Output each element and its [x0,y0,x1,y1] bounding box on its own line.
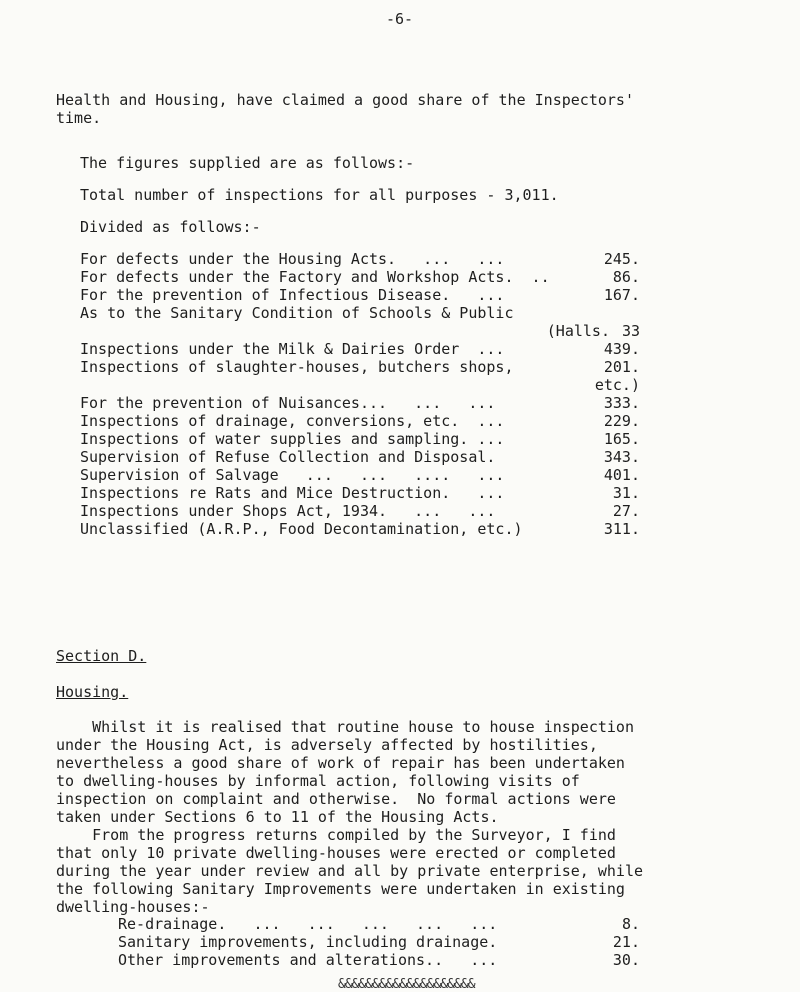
stat-row [80,286,640,304]
intro-line-2: time. [56,109,102,127]
improvement-value: 21. [612,933,640,951]
stat-row [80,394,640,412]
stat-value: 401. [603,466,640,484]
stat-value: 333. [603,394,640,412]
stat-row [80,322,640,340]
stat-value: 439. [603,340,640,358]
stat-value: 33 [621,322,640,340]
stat-row [80,484,640,502]
paragraph-line: that only 10 private dwelling-houses were erected or completed [56,844,616,862]
housing-paragraph-2 [56,826,756,916]
end-ornament-rule: &&&&&&&&&&&&&&&&&&&& [338,977,475,992]
paragraph-line: Whilst it is realised that routine house to house inspection [56,718,634,736]
divided-as-follows-line: Divided as follows:- [80,218,261,236]
paragraph-line: nevertheless a good share of work of repair has been undertaken [56,754,625,772]
total-inspections-line: Total number of inspections for all purposes - 3,011. [80,186,559,204]
stat-label: For defects under the Factory and Workshop Acts. .. [80,268,550,286]
stat-value: 343. [603,448,640,466]
stat-label: For the prevention of Nuisances... ... ... [80,394,496,412]
stat-label: Inspections re Rats and Mice Destruction. ... [80,484,505,502]
improvement-row [118,915,640,933]
stat-value: 31. [612,484,640,502]
stat-label: Inspections of water supplies and sampling. ... [80,430,505,448]
stat-row [80,340,640,358]
improvement-label: Re-drainage. ... ... ... ... ... [118,915,498,933]
stat-label: Inspections of drainage, conversions, etc. ... [80,412,505,430]
improvement-label: Other improvements and alterations.. ... [118,951,498,969]
improvement-label: Sanitary improvements, including drainage. [118,933,498,951]
section-heading: Section D. [56,647,147,665]
stat-row [80,502,640,520]
stat-label: Supervision of Refuse Collection and Disposal. [80,448,496,466]
stat-row [80,430,640,448]
stat-label: etc.) [594,376,640,394]
stat-label: (Halls. [546,322,610,340]
housing-paragraph-1 [56,718,756,826]
improvement-value: 8. [621,915,640,933]
stat-value: 165. [603,430,640,448]
page-number: -6- [386,10,414,28]
stat-label: Inspections under Shops Act, 1934. ... ... [80,502,496,520]
stat-label: For the prevention of Infectious Disease. ... [80,286,505,304]
stat-label: Supervision of Salvage ... ... .... ... [80,466,505,484]
housing-heading: Housing. [56,683,129,701]
stat-value: 311. [603,520,640,538]
stat-value: 229. [603,412,640,430]
paragraph-line: during the year under review and all by private enterprise, while [56,862,643,880]
stat-value: 86. [612,268,640,286]
stat-label: As to the Sanitary Condition of Schools & Public [80,304,514,322]
paragraph-line: the following Sanitary Improvements were undertaken in existing [56,880,625,898]
stat-row [80,250,640,268]
paragraph-line: to dwelling-houses by informal action, following visits of [56,772,580,790]
stat-label: Unclassified (A.R.P., Food Decontamination, etc.) [80,520,523,538]
stat-row [80,520,640,538]
paragraph-line: From the progress returns compiled by the Surveyor, I find [56,826,616,844]
stat-value: 167. [603,286,640,304]
paragraph-line: inspection on complaint and otherwise. No formal actions were [56,790,616,808]
stat-row [80,304,640,322]
sanitary-improvements-list [118,915,640,969]
stat-row [80,412,640,430]
stat-value: 245. [603,250,640,268]
stat-label: Inspections under the Milk & Dairies Order ... [80,340,505,358]
improvement-row [118,951,640,969]
stat-value: 27. [612,502,640,520]
stat-row [80,358,640,376]
stat-value: 201. [603,358,640,376]
intro-line-1: Health and Housing, have claimed a good share of the Inspectors' [56,91,634,109]
stat-label: Inspections of slaughter-houses, butchers shops, [80,358,514,376]
stat-row [80,268,640,286]
stat-row [80,448,640,466]
improvement-row [118,933,640,951]
stat-row [80,466,640,484]
stat-row [80,376,640,394]
figures-supplied-line: The figures supplied are as follows:- [80,154,415,172]
improvement-value: 30. [612,951,640,969]
paragraph-line: under the Housing Act, is adversely affected by hostilities, [56,736,598,754]
inspection-breakdown-list [80,250,640,538]
paragraph-line: dwelling-houses:- [56,898,210,916]
stat-label: For defects under the Housing Acts. ... ... [80,250,505,268]
paragraph-line: taken under Sections 6 to 11 of the Housing Acts. [56,808,499,826]
